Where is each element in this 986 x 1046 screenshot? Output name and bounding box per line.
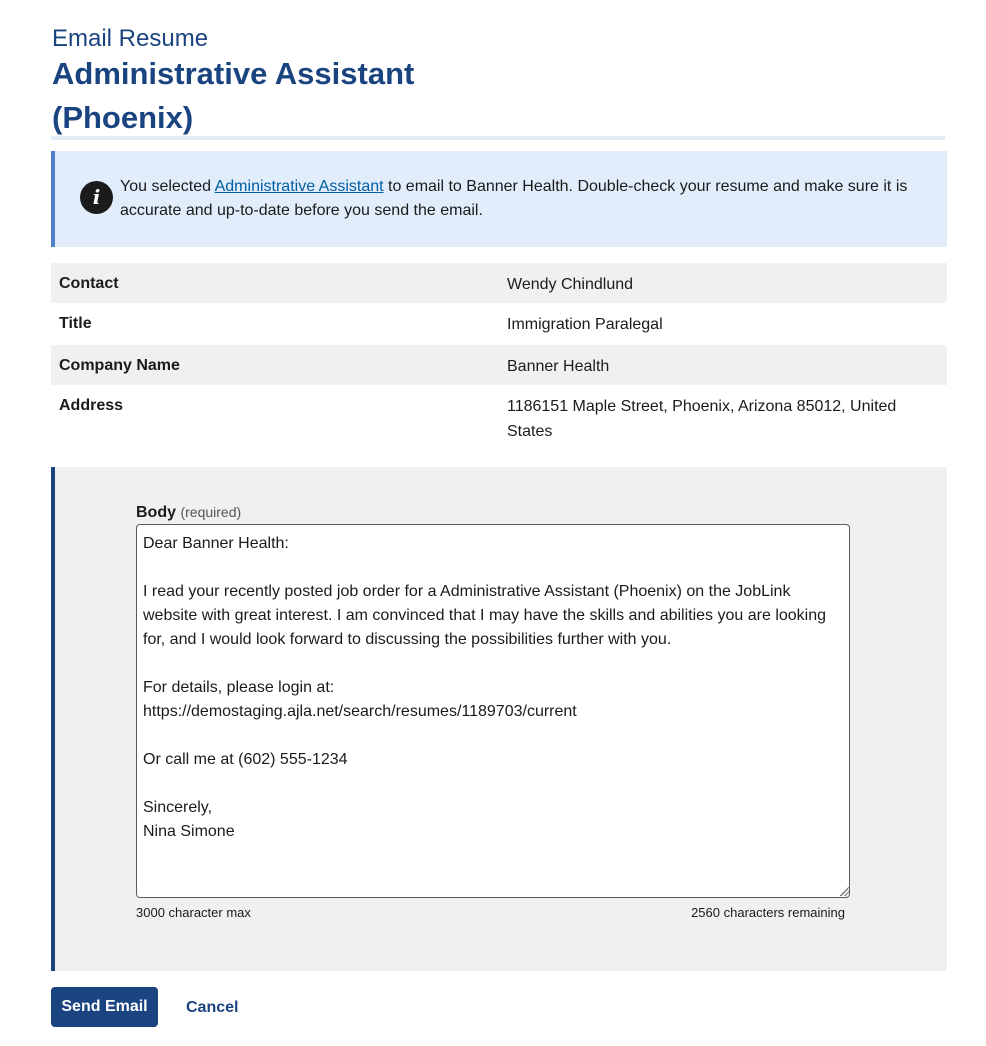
characters-remaining-hint: 2560 characters remaining	[691, 905, 845, 920]
page-title: Administrative Assistant (Phoenix)	[52, 56, 415, 135]
row-label: Company Name	[59, 357, 180, 374]
row-label: Contact	[59, 275, 119, 292]
page-eyebrow: Email Resume	[52, 25, 209, 52]
resume-link[interactable]: Administrative Assistant	[214, 178, 384, 195]
row-value: 1186151 Maple Street, Phoenix, Arizona 85012, United States	[507, 398, 897, 440]
body-textarea[interactable]	[136, 524, 850, 898]
info-alert	[51, 151, 947, 247]
body-field-label	[136, 502, 241, 523]
title-divider	[51, 136, 945, 140]
character-max-hint: 3000 character max	[136, 905, 251, 920]
table-row-contact	[51, 263, 947, 303]
send-email-button[interactable]: Send Email	[51, 987, 158, 1027]
required-indicator: (required)	[180, 504, 242, 520]
alert-message	[120, 175, 930, 223]
row-label: Title	[59, 315, 92, 332]
table-row-title	[51, 303, 947, 345]
row-value: Banner Health	[507, 358, 610, 375]
alert-text-after: to email to Banner Health. Double-check your resume and make sure it is accurate and up-to-date before you send the email.	[120, 178, 908, 219]
row-label: Address	[59, 397, 124, 414]
resize-handle-icon[interactable]	[840, 887, 849, 896]
contact-table	[51, 263, 947, 451]
info-icon: i	[80, 181, 113, 214]
alert-text-before: You selected	[120, 178, 215, 195]
row-value: Wendy Chindlund	[507, 276, 634, 293]
body-label-text: Body	[136, 504, 176, 521]
email-form-panel	[51, 467, 947, 971]
row-value: Immigration Paralegal	[507, 316, 663, 333]
cancel-link[interactable]: Cancel	[186, 999, 239, 1016]
table-row-company	[51, 345, 947, 385]
table-row-address	[51, 385, 947, 451]
